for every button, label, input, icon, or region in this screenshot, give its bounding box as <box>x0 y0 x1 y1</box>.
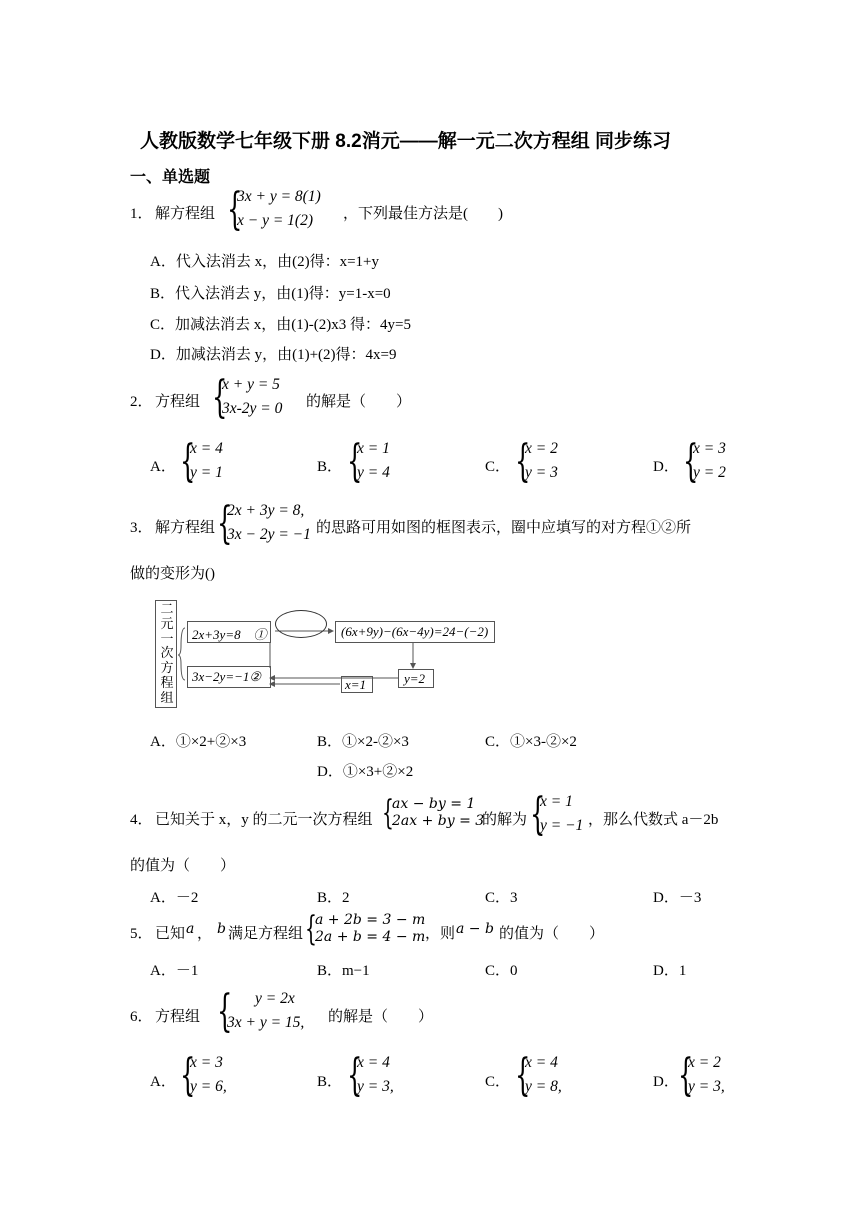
option-a: A． <box>150 459 176 475</box>
equation-line: y = 3, <box>357 1078 394 1095</box>
equation-line: x = 3 <box>190 1054 223 1071</box>
option-b: B．m−1 <box>317 963 370 979</box>
question-text: 方程组 <box>155 394 201 410</box>
option-c: C． <box>485 1074 511 1090</box>
equation-line: 3x + y = 15, <box>227 1014 305 1031</box>
equation-line: x = 4 <box>190 440 223 457</box>
option-c: C． <box>485 459 511 475</box>
equation-line: 2a + b = 4 − m <box>315 929 426 945</box>
equation-line: y = 3, <box>688 1078 725 1095</box>
brace-icon: { <box>347 1050 363 1101</box>
variable-a: a <box>186 921 195 937</box>
question-text: ，下列最佳方法是( ) <box>343 206 503 222</box>
brace-icon: { <box>180 1050 196 1101</box>
equation-line: y = 8, <box>525 1078 562 1095</box>
question-text: 的解是（ ） <box>306 394 412 410</box>
expression: a − b <box>456 921 494 937</box>
option-b: B． <box>317 1074 343 1090</box>
question-text: 方程组 <box>155 1009 201 1025</box>
brace-icon: { <box>683 436 699 487</box>
equation-line: 3x − 2y = −1 <box>227 526 311 543</box>
equation-line: y = 6, <box>190 1078 227 1095</box>
option-b: B． <box>317 459 343 475</box>
question-text: 的值为（ ） <box>130 858 236 874</box>
option-c: C．加减法消去 x，由(1)-(2)x3 得：4y=5 <box>150 317 411 333</box>
brace-icon: { <box>678 1050 694 1101</box>
equation-line: y = 1 <box>190 464 223 481</box>
equation-line: x = 1 <box>540 793 573 810</box>
question-number: 5． <box>130 926 153 942</box>
option-d: D．加减法消去 y，由(1)+(2)得：4x=9 <box>150 347 397 363</box>
question-text: 的值为（ ） <box>499 926 605 942</box>
equation-line: x = 1 <box>357 440 390 457</box>
equation-line: y = 4 <box>357 464 390 481</box>
option-a: A．①×2+②×3 <box>150 734 247 750</box>
brace-icon: { <box>530 789 546 840</box>
brace-icon: { <box>515 1050 531 1101</box>
question-text: ，那么代数式 a－2b <box>588 812 719 828</box>
brace-icon: { <box>227 184 243 235</box>
equation-line: a + 2b = 3 − m <box>315 912 426 928</box>
side-label: 二 元 一 次 方 程 组 <box>160 601 174 705</box>
brace-icon: { <box>217 498 233 549</box>
equation-box-3-text: (6x+9y)−(6x−4y)=24−(−2) <box>341 624 489 639</box>
option-d: D． <box>653 459 679 475</box>
option-d: D．－3 <box>653 890 702 906</box>
brace-icon: { <box>217 986 233 1037</box>
option-a: A． <box>150 1074 176 1090</box>
page-title: 人教版数学七年级下册 8.2消元——解一元二次方程组 同步练习 <box>140 131 671 152</box>
equation-line: 3x-2y = 0 <box>222 400 283 417</box>
result-box-x-text: x=1 <box>345 677 367 692</box>
flowchart-lines <box>155 598 500 710</box>
option-d: D． <box>653 1074 679 1090</box>
brace-icon: { <box>515 436 531 487</box>
question-text: ，则 <box>425 926 456 942</box>
option-a: A．－2 <box>150 890 199 906</box>
equation-line: x − y = 1(2) <box>237 212 314 229</box>
option-c: C．0 <box>485 963 518 979</box>
equation-line: x = 2 <box>688 1054 721 1071</box>
equation-line: 3x + y = 8(1) <box>237 188 321 205</box>
brace-icon: { <box>382 793 394 833</box>
brace-icon: { <box>305 909 317 949</box>
brace-icon: { <box>212 372 228 423</box>
equation-line: y = 2x <box>255 990 295 1007</box>
question-text: 解方程组 <box>155 206 216 222</box>
question-number: 3． <box>130 520 153 536</box>
question-text: 的解为 <box>482 812 528 828</box>
equation-line: 2ax + by = 3 <box>392 813 485 829</box>
equation-line: y = 2 <box>693 464 726 481</box>
equation-line: x + y = 5 <box>222 376 280 393</box>
option-a: A．－1 <box>150 963 199 979</box>
option-b: B．①×2-②×3 <box>317 734 409 750</box>
equation-box-2-text: 3x−2y=−1② <box>192 669 262 684</box>
equation-line: x = 4 <box>357 1054 390 1071</box>
flowchart-diagram <box>155 598 500 710</box>
question-number: 1． <box>130 206 153 222</box>
question-text: 已知关于 x，y 的二元一次方程组 <box>155 812 373 828</box>
blank-circle <box>275 610 327 638</box>
equation-line: y = −1 <box>540 817 584 834</box>
question-number: 4． <box>130 812 153 828</box>
brace-icon: { <box>180 436 196 487</box>
equation-box-1-text: 2x+3y=8 ① <box>192 627 267 642</box>
question-text: ， <box>197 926 213 942</box>
equation-line: 2x + 3y = 8, <box>227 502 305 519</box>
equation-line: ax − by = 1 <box>392 796 476 812</box>
question-number: 6． <box>130 1009 153 1025</box>
option-d: D．1 <box>653 963 687 979</box>
question-text: 解方程组 <box>155 520 216 536</box>
variable-b: b <box>217 921 226 937</box>
equation-line: x = 3 <box>693 440 726 457</box>
question-number: 2． <box>130 394 153 410</box>
option-b: B．2 <box>317 890 350 906</box>
question-text: 已知 <box>155 926 186 942</box>
question-text: 的思路可用如图的框图表示，圈中应填写的对方程①②所 <box>316 520 692 536</box>
equation-line: x = 4 <box>525 1054 558 1071</box>
section-heading: 一、单选题 <box>130 169 211 186</box>
option-d: D．①×3+②×2 <box>317 764 414 780</box>
result-box-y-text: y=2 <box>404 671 426 686</box>
question-text: 的解是（ ） <box>328 1009 434 1025</box>
question-text: 做的变形为() <box>130 566 215 582</box>
option-b: B．代入法消去 y，由(1)得：y=1-x=0 <box>150 286 391 302</box>
question-text: 满足方程组 <box>228 926 304 942</box>
equation-line: y = 3 <box>525 464 558 481</box>
option-a: A．代入法消去 x，由(2)得：x=1+y <box>150 254 379 270</box>
equation-line: x = 2 <box>525 440 558 457</box>
brace-icon: { <box>347 436 363 487</box>
option-c: C．①×3-②×2 <box>485 734 577 750</box>
option-c: C．3 <box>485 890 518 906</box>
